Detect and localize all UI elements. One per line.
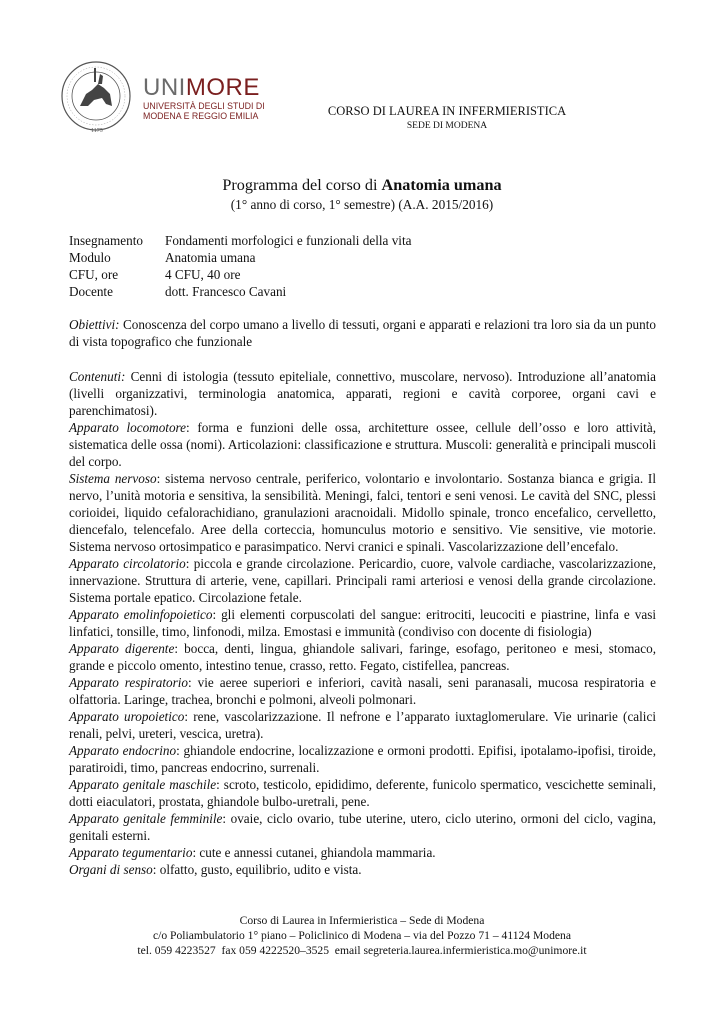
section-text: : ghiandole endocrine, localizzazione e ormoni prodotti. Epifisi, ipotalamo-ipofisi, tiroide, paratiroidi, timo, pancreas endocrino, surrenali. — [69, 743, 656, 775]
section-label: Apparato emolinfopoietico — [69, 607, 213, 622]
section-label: Apparato digerente — [69, 641, 175, 656]
contents-paragraph — [69, 861, 656, 878]
section-label: Apparato respiratorio — [69, 675, 189, 690]
contents-section — [69, 368, 656, 878]
info-row — [69, 232, 411, 249]
contents-paragraph — [69, 368, 656, 419]
section-label: Apparato uropoietico — [69, 709, 185, 724]
contents-paragraph — [69, 776, 656, 810]
section-label: Sistema nervoso — [69, 471, 157, 486]
logo-brand-more: MORE — [185, 74, 260, 101]
section-text: : olfatto, gusto, equilibrio, udito e vista. — [152, 862, 362, 877]
contents-paragraph — [69, 555, 656, 606]
objectives-label: Obiettivi: — [69, 317, 120, 332]
section-label: Apparato locomotore — [69, 420, 187, 435]
contents-paragraph — [69, 470, 656, 555]
page-footer — [0, 913, 724, 958]
info-value: dott. Francesco Cavani — [165, 284, 287, 299]
info-row — [69, 283, 411, 300]
title-prefix: Programma del corso di — [222, 176, 382, 194]
info-row — [69, 266, 411, 283]
section-text: : ovaie, ciclo ovario, tube uterine, utero, ciclo uterino, ormoni del ciclo, vagina, genitali esterni. — [69, 811, 656, 843]
footer-line-3: tel. 059 4223527 fax 059 4222520–3525 email segreteria.laurea.infermieristica.mo@unimore.it — [137, 944, 587, 957]
info-value: Fondamenti morfologici e funzionali della vita — [165, 233, 412, 248]
info-value: 4 CFU, 40 ore — [165, 267, 241, 282]
section-label: Organi di senso — [69, 862, 153, 877]
site-header: SEDE DI MODENA — [406, 121, 488, 131]
footer-line-2: c/o Poliambulatorio 1° piano – Policlinico di Modena – via del Pozzo 71 – 41124 Modena — [153, 929, 571, 942]
section-text: : bocca, denti, lingua, ghiandole salivari, faringe, esofago, peritoneo e mesi, stomaco, grande e piccolo omento, intestino tenue, crasso, retto. Fegato, cistifellea, pancreas. — [69, 641, 656, 673]
contents-paragraph — [69, 419, 656, 470]
page-title — [0, 176, 724, 195]
contents-paragraph — [69, 742, 656, 776]
section-text: : piccola e grande circolazione. Pericardio, cuore, valvole cardiache, vascolarizzazione, innervazione. Struttura di arterie, vene, capillari. Principali rami arteriosi e venosi della grande circolazione. Sistema portale epatico. Circolazione fetale. — [69, 556, 656, 605]
logo-sub-line-2: MODENA E REGGIO EMILIA — [143, 111, 259, 122]
info-key: Insegnamento — [69, 233, 143, 248]
logo-brand-uni: UNI — [143, 74, 186, 101]
university-logo-text — [143, 74, 260, 102]
contents-paragraph — [69, 844, 656, 861]
section-text: : vie aeree superiori e inferiori, cavità nasali, seni paranasali, mucosa respiratoria e olfattoria. Laringe, trachea, bronchi e polmoni, alveoli polmonari. — [69, 675, 656, 707]
section-text: : rene, vascolarizzazione. Il nefrone e l’apparato iuxtaglomerulare. Vie urinarie (calici renali, pelvi, ureteri, vescica, uretra). — [69, 709, 656, 741]
seal-year: 1175 — [91, 128, 103, 134]
objectives-section — [69, 316, 656, 350]
logo-sub-line-1: UNIVERSITÀ DEGLI STUDI DI — [143, 101, 265, 111]
info-key: Modulo — [69, 250, 111, 265]
section-text: : gli elementi corpuscolati del sangue: eritrociti, leucociti e piastrine, linfa e vasi linfatici, tonsille, timo, linfonodi, milza. Emostasi e immunità (condiviso con docente di fisiologia) — [69, 607, 656, 639]
section-label: Apparato tegumentario — [69, 845, 193, 860]
section-text: : forma e funzioni delle ossa, architetture ossee, cellule dell’osso e loro attività, sistematica delle ossa (nomi). Articolazioni: classificazione e struttura. Muscoli: generalità e principali muscoli del corpo. — [69, 420, 656, 469]
info-key: Docente — [69, 284, 113, 299]
section-label: Apparato endocrino — [69, 743, 177, 758]
section-text: : cute e annessi cutanei, ghiandola mammaria. — [192, 845, 436, 860]
course-info-table — [69, 232, 411, 300]
contents-paragraph — [69, 674, 656, 708]
info-key: CFU, ore — [69, 267, 119, 282]
objectives-text: Conoscenza del corpo umano a livello di tessuti, organi e apparati e relazioni tra loro sia da un punto di vista topografico che funzionale — [69, 317, 656, 349]
title-subject: Anatomia umana — [381, 176, 502, 194]
contents-paragraph — [69, 810, 656, 844]
contents-paragraph — [69, 640, 656, 674]
info-value: Anatomia umana — [165, 250, 256, 265]
course-header: CORSO DI LAUREA IN INFERMIERISTICA — [327, 104, 567, 118]
section-text: : scroto, testicolo, epididimo, deferente, funicolo spermatico, vescichette seminali, dotti eiaculatori, prostata, ghiandole bulbo-uretrali, pene. — [69, 777, 656, 809]
section-label: Contenuti: — [69, 369, 126, 384]
section-label: Apparato genitale maschile — [69, 777, 217, 792]
section-text: Cenni di istologia (tessuto epiteliale, connettivo, muscolare, nervoso). Introduzione all’anatomia (livelli organizzativi, terminologia anatomica, apparati, regioni e cavità corporee, organi cavi e parenchimatosi). — [69, 369, 656, 418]
footer-line-1: Corso di Laurea in Infermieristica – Sede di Modena — [239, 914, 485, 927]
section-label: Apparato circolatorio — [69, 556, 186, 571]
page-subtitle: (1° anno di corso, 1° semestre) (A.A. 2015/2016) — [230, 197, 494, 212]
contents-paragraph — [69, 606, 656, 640]
info-row — [69, 249, 411, 266]
contents-paragraph — [69, 708, 656, 742]
section-label: Apparato genitale femminile — [69, 811, 223, 826]
section-text: : sistema nervoso centrale, periferico, volontario e involontario. Sostanza bianca e grigia. Il nervo, l’unità motoria e sensitiva, la sensibilità. Meningi, falci, tentori e seni venosi. Le cavità del SNC, plessi corioidei, liquido cefalorachidiano, granulazioni aracnoidali. Midollo spinale, tronco encefalico, cervelletto, diencefalo, telencefalo. Aree della corteccia, homunculus motorio e sensitivo. Vie sensitive, vie motorie. Sistema nervoso ortosimpatico e parasimpatico. Nervi cranici e spinali. Vascolarizzazione dell’encefalo. — [69, 471, 656, 554]
